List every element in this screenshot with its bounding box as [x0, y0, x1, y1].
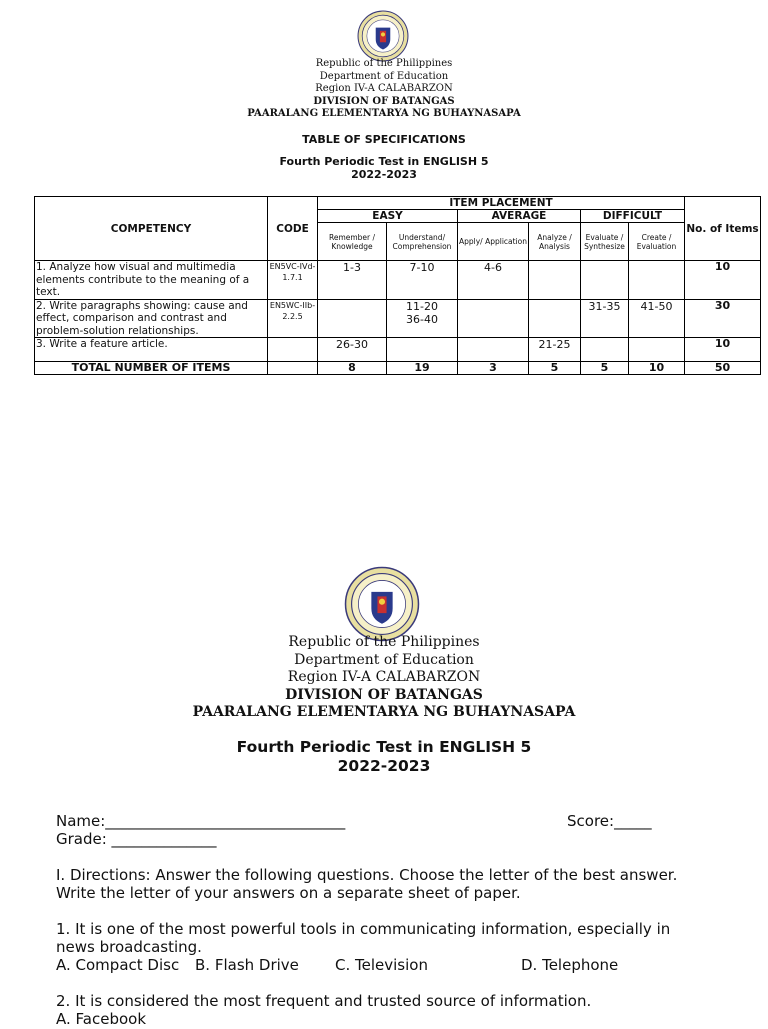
remember-cell: 26-30	[318, 338, 387, 362]
total-analyze: 5	[529, 362, 581, 375]
total-create: 10	[629, 362, 685, 375]
easy-header: EASY	[318, 210, 458, 223]
totals-row	[35, 362, 761, 375]
level-create: Create / Evaluation	[629, 223, 685, 261]
test-title: Fourth Periodic Test in ENGLISH 5	[236, 738, 532, 756]
code-cell: EN5WC-IIb-2.2.5	[268, 299, 318, 338]
total-apply: 3	[458, 362, 529, 375]
difficult-header: DIFFICULT	[581, 210, 685, 223]
understand-cell: 11-20 36-40	[387, 299, 458, 338]
competency-cell: 1. Analyze how visual and multimedia elements contribute to the meaning of a text.	[35, 261, 268, 300]
apply-cell	[458, 299, 529, 338]
analyze-cell: 21-25	[529, 338, 581, 362]
no-of-items-header: No. of Items	[685, 197, 761, 261]
tos-title: TABLE OF SPECIFICATIONS	[302, 133, 466, 146]
total-understand: 19	[387, 362, 458, 375]
table-row	[35, 338, 761, 362]
question-2-choice-a: A. Facebook	[56, 1010, 147, 1028]
test-school-year: 2022-2023	[337, 757, 431, 775]
grand-total: 50	[685, 362, 761, 375]
code-cell	[268, 338, 318, 362]
region-text: Region IV-A CALABARZON	[315, 83, 453, 94]
code-header: CODE	[268, 197, 318, 261]
region-text: Region IV-A CALABARZON	[287, 669, 481, 685]
evaluate-cell	[581, 261, 629, 300]
division-text: DIVISION OF BATANGAS	[313, 95, 455, 107]
evaluate-cell: 31-35	[581, 299, 629, 338]
totals-label: TOTAL NUMBER OF ITEMS	[35, 362, 268, 375]
question-1-line-1: 1. It is one of the most powerful tools in communicating information, especially in	[56, 920, 671, 938]
test-letterhead	[0, 634, 768, 722]
row-total-cell: 10	[685, 261, 761, 300]
republic-text: Republic of the Philippines	[315, 58, 453, 69]
level-evaluate: Evaluate / Synthesize	[581, 223, 629, 261]
score-field: Score:_____	[567, 812, 652, 830]
top-letterhead	[0, 58, 768, 121]
competency-header: COMPETENCY	[35, 197, 268, 261]
question-1-choice-c: C. Television	[335, 956, 428, 974]
remember-cell	[318, 299, 387, 338]
total-evaluate: 5	[581, 362, 629, 375]
name-field: Name:________________________________	[56, 812, 346, 830]
specifications-table	[34, 196, 761, 375]
level-analyze: Analyze / Analysis	[529, 223, 581, 261]
table-row	[35, 299, 761, 338]
remember-cell: 1-3	[318, 261, 387, 300]
table-row	[35, 261, 761, 300]
create-cell	[629, 338, 685, 362]
republic-text: Republic of the Philippines	[288, 634, 480, 650]
department-text: Department of Education	[294, 651, 474, 668]
average-header: AVERAGE	[458, 210, 581, 223]
level-apply: Apply/ Application	[458, 223, 529, 261]
code-cell: EN5VC-IVd-1.7.1	[268, 261, 318, 300]
directions-line-1: I. Directions: Answer the following questions. Choose the letter of the best answer.	[56, 866, 678, 884]
row-total-cell: 10	[685, 338, 761, 362]
create-cell	[629, 261, 685, 300]
total-remember: 8	[318, 362, 387, 375]
question-1-choice-d: D. Telephone	[521, 956, 619, 974]
understand-cell	[387, 338, 458, 362]
tos-test-title: Fourth Periodic Test in ENGLISH 5	[279, 155, 489, 168]
competency-cell: 2. Write paragraphs showing: cause and effect, comparison and contrast and problem-solution relationships.	[35, 299, 268, 338]
level-understand: Understand/ Comprehension	[387, 223, 458, 261]
create-cell: 41-50	[629, 299, 685, 338]
question-1-choice-a: A. Compact Disc	[56, 956, 180, 974]
row-total-cell: 30	[685, 299, 761, 338]
apply-cell	[458, 338, 529, 362]
evaluate-cell	[581, 338, 629, 362]
deped-seal	[344, 566, 420, 642]
school-text: PAARALANG ELEMENTARYA NG BUHAYNASAPA	[247, 108, 521, 119]
apply-cell: 4-6	[458, 261, 529, 300]
school-text: PAARALANG ELEMENTARYA NG BUHAYNASAPA	[192, 704, 576, 720]
department-text: Department of Education	[319, 70, 449, 82]
division-text: DIVISION OF BATANGAS	[285, 686, 483, 703]
item-placement-header: ITEM PLACEMENT	[318, 197, 685, 210]
analyze-cell	[529, 261, 581, 300]
question-1-choice-b: B. Flash Drive	[195, 956, 299, 974]
deped-seal	[357, 10, 409, 62]
analyze-cell	[529, 299, 581, 338]
grade-field: Grade: ______________	[56, 830, 217, 848]
level-remember: Remember / Knowledge	[318, 223, 387, 261]
tos-school-year: 2022-2023	[351, 168, 417, 181]
totals-code-cell	[268, 362, 318, 375]
directions-line-2: Write the letter of your answers on a separate sheet of paper.	[56, 884, 521, 902]
question-1-line-2: news broadcasting.	[56, 938, 202, 956]
understand-cell: 7-10	[387, 261, 458, 300]
question-2-line-1: 2. It is considered the most frequent and trusted source of information.	[56, 992, 592, 1010]
competency-cell: 3. Write a feature article.	[35, 338, 268, 362]
